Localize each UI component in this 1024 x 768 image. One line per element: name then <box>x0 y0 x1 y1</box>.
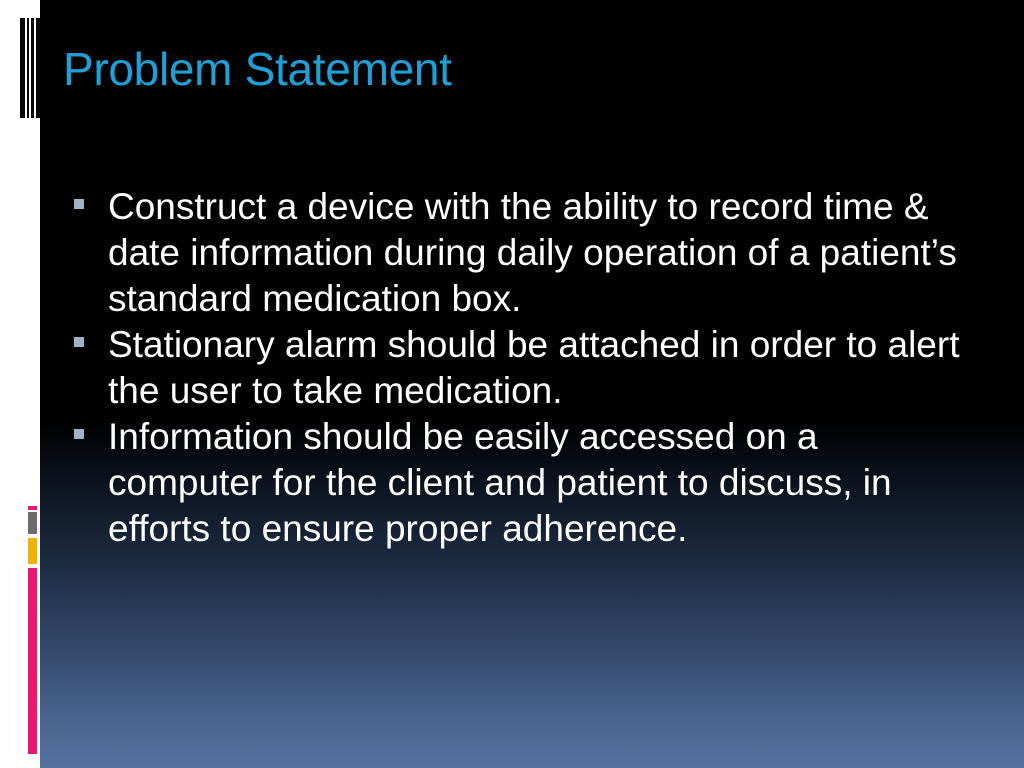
bullet-item <box>70 184 970 322</box>
bullet-text: Construct a device with the ability to record time & date information during daily operation of a patient’s standard medication box. <box>108 186 957 319</box>
square-bullet-icon <box>74 199 84 209</box>
square-bullet-icon <box>74 429 84 439</box>
yellow-accent-block <box>28 538 37 564</box>
bullet-item <box>70 414 970 552</box>
bullet-item <box>70 322 970 414</box>
bullet-list <box>70 184 970 552</box>
pink-accent-bar <box>28 568 37 754</box>
bullet-text: Information should be easily accessed on a computer for the client and patient to discuss, in efforts to ensure proper adherence. <box>108 416 892 549</box>
gray-accent-block <box>28 512 37 534</box>
top-left-bars-decoration <box>20 18 40 118</box>
slide-title: Problem Statement <box>63 43 452 95</box>
square-bullet-icon <box>74 337 84 347</box>
pink-accent-mark <box>28 506 37 510</box>
bullet-text: Stationary alarm should be attached in order to alert the user to take medication. <box>108 324 960 411</box>
